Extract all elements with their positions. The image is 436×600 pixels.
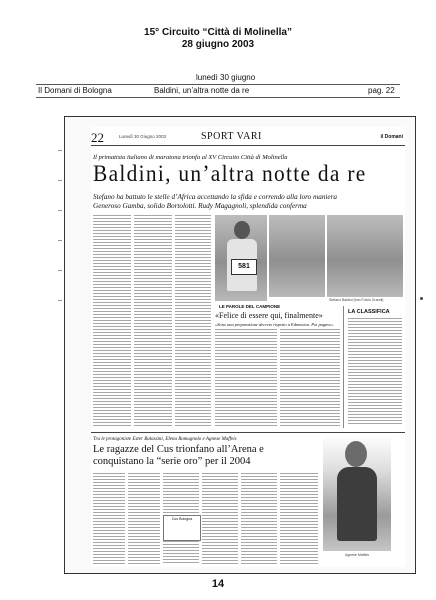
clip-headline: Baldini, un’altra notte da re (93, 161, 367, 186)
athlete-head (345, 441, 367, 467)
clip-kicker: Il primatista italiano di maratona trionfa al XV Circuito Città di Molinella (93, 154, 288, 161)
standings-list (348, 318, 402, 424)
clip-headline-2: Le ragazze del Cus trionfano all’Arena e conquistano la “serie oro” per il 2004 (93, 444, 264, 467)
runner-photo (215, 215, 267, 301)
meta-rule-bottom (36, 97, 400, 98)
text-column (128, 473, 160, 565)
standings-box (343, 306, 404, 428)
margin-tick (58, 300, 62, 301)
margin-tick (58, 270, 62, 271)
clip-kicker-2: Tra le protagoniste Ester Balassini, Elena Romagnolo e Agnese Maffeis (93, 437, 237, 442)
clip-subhead-2: Generoso Gamba, solido Bortolotti. Rudy Magagnoli, splendida conferma (93, 202, 307, 210)
margin-tick (58, 150, 62, 151)
clip-date-line: Lunedì 30 Giugno 2003 (119, 134, 167, 139)
standings-title: LA CLASSIFICA (348, 309, 390, 315)
athlete-photo (323, 435, 391, 551)
text-column (280, 473, 318, 565)
text-column (215, 329, 277, 427)
text-column (175, 215, 211, 427)
margin-tick (58, 180, 62, 181)
event-date: 28 giugno 2003 (181, 39, 255, 50)
text-column (163, 541, 199, 565)
text-column (241, 473, 277, 565)
publication-date: lunedì 30 giugno (196, 73, 256, 82)
race-photo (269, 215, 325, 297)
athlete-body (337, 467, 377, 541)
margin-tick (58, 210, 62, 211)
quote-kicker: LE PAROLE DEL CAMPIONE (219, 304, 281, 309)
clip-rule (91, 145, 405, 146)
clip-paper-name: il Domani (380, 134, 403, 140)
page-reference: pag. 22 (368, 86, 395, 95)
event-title: 15° Circuito “Città di Molinella” (144, 27, 292, 38)
margin-tick (58, 240, 62, 241)
clip-subhead-1: Stefano ha battuto le stelle d’Africa accettando la sfida e correndo alla loro maniera (93, 193, 338, 201)
text-column (93, 215, 131, 427)
photo-caption: Stefano Baldini (foto Fulvio Grandi) (329, 298, 384, 302)
quote-subtitle: «Sono una preparazione decreto rispetto a Edmonton. Poi pagavo» (215, 322, 334, 327)
quote-title: «Felice di essere qui, finalmente» (215, 311, 323, 320)
clip-page-number: 22 (91, 130, 104, 145)
text-column (93, 473, 125, 565)
clip-rule (91, 432, 405, 433)
runner-head (234, 221, 250, 239)
athlete-caption: Agnese Maffeis (345, 553, 370, 557)
text-column (202, 473, 238, 565)
bib-number: 581 (231, 259, 257, 275)
text-column (280, 329, 340, 427)
clip-section: SPORT VARI (201, 131, 262, 142)
document-page-number: 14 (211, 578, 225, 590)
small-boxed-item: Cus Bologna (163, 515, 201, 541)
newspaper-clipping (91, 127, 405, 567)
scan-speck (420, 297, 423, 300)
race-photo (327, 215, 403, 297)
text-column (134, 215, 172, 427)
meta-rule-top (36, 84, 400, 85)
article-title: Baldini, un’altra notte da re (154, 86, 250, 95)
publication-name: Il Domani di Bologna (38, 86, 112, 95)
text-column (163, 473, 199, 513)
